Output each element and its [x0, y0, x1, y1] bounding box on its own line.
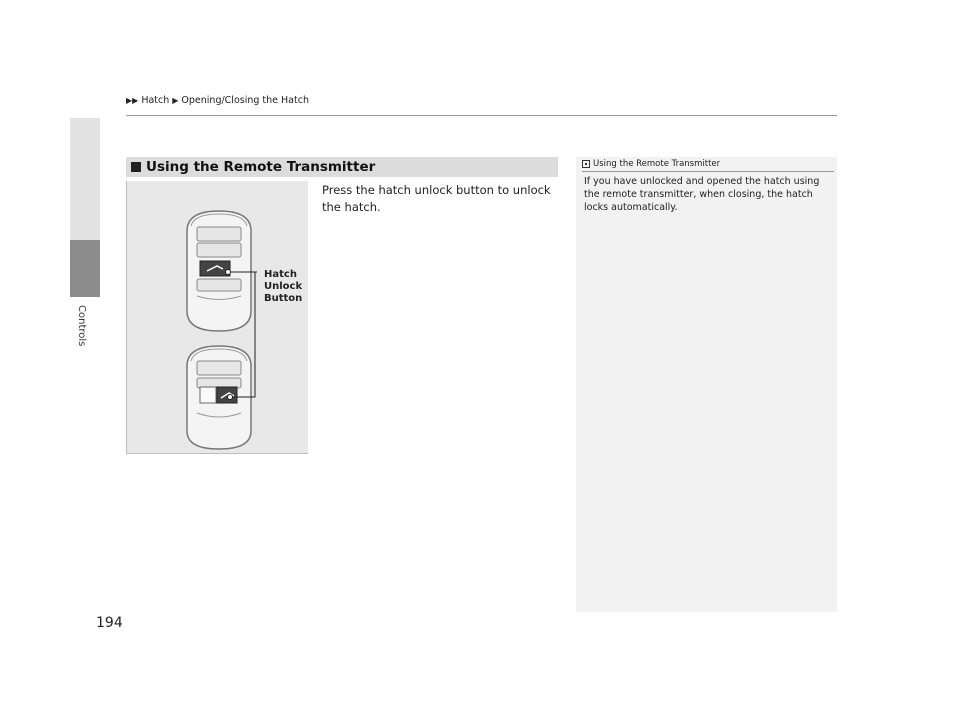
section-body-text: Press the hatch unlock button to unlock the hatch. — [322, 183, 551, 214]
section-title: Using the Remote Transmitter — [146, 159, 376, 175]
note-panel — [576, 157, 837, 612]
callout-line-3: Button — [264, 293, 303, 304]
breadcrumb-parent[interactable]: Hatch — [141, 95, 170, 106]
callout-line-2: Unlock — [264, 281, 303, 292]
side-tab-label: Controls — [76, 305, 87, 347]
note-icon — [582, 160, 590, 168]
header-divider — [126, 115, 837, 116]
side-strip — [70, 118, 100, 240]
breadcrumb — [126, 95, 309, 106]
breadcrumb-current: Opening/Closing the Hatch — [181, 95, 309, 106]
side-tab-controls[interactable] — [70, 240, 100, 297]
callout-line-1: Hatch — [264, 269, 297, 280]
note-heading — [582, 159, 834, 172]
fob-top-icon — [187, 211, 251, 331]
breadcrumb-arrow-icon: ▶▶ — [126, 96, 139, 105]
note-body-text: If you have unlocked and opened the hatch using the remote transmitter, when closing, the hatch locks automatically. — [584, 176, 820, 213]
section-heading — [126, 157, 558, 177]
breadcrumb-separator-icon: ▶ — [172, 96, 179, 105]
hatch-unlock-button-callout — [264, 269, 306, 305]
page-number: 194 — [96, 615, 123, 631]
remote-transmitter-figure — [126, 181, 308, 454]
section-square-icon — [131, 162, 141, 172]
note-heading-text: Using the Remote Transmitter — [593, 159, 721, 169]
remote-transmitter-illustration — [127, 181, 308, 453]
